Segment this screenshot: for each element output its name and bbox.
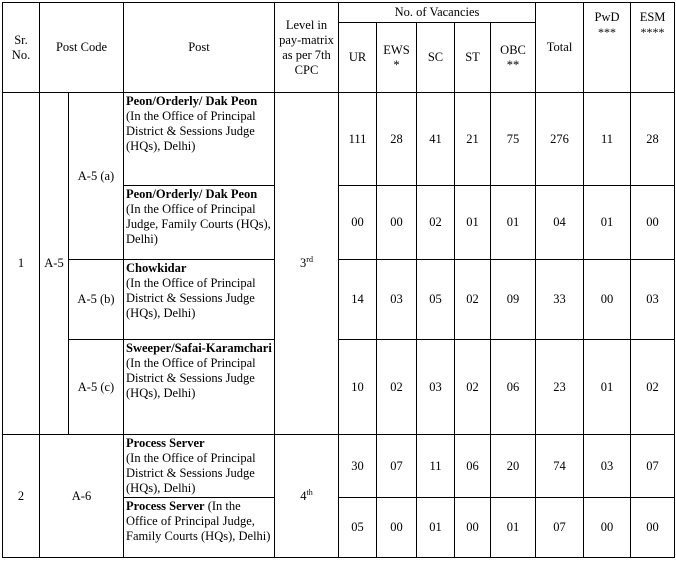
header-sc: SC	[417, 23, 455, 93]
cell-esm: 00	[631, 498, 675, 558]
subcode: A-5 (c)	[69, 340, 124, 435]
header-no-of-vacancies: No. of Vacancies	[339, 3, 536, 23]
header-esm	[631, 3, 675, 93]
cell-st: 21	[455, 93, 491, 186]
cell-ur: 05	[339, 498, 377, 558]
cell-ews: 02	[377, 340, 417, 435]
cell-pwd: 00	[584, 498, 631, 558]
cell-total: 23	[536, 340, 584, 435]
header-post-code: Post Code	[40, 3, 124, 93]
post-name: Process Server	[126, 436, 205, 450]
header-ews-mark: *	[393, 57, 400, 72]
header-ews	[377, 23, 417, 93]
cell-ur: 111	[339, 93, 377, 186]
group-level	[275, 93, 339, 435]
header-pwd-mark: ***	[598, 25, 617, 39]
header-esm-mark: ****	[640, 25, 665, 39]
header-sr-no: Sr. No.	[3, 3, 40, 93]
cell-ur: 30	[339, 435, 377, 498]
cell-esm: 07	[631, 435, 675, 498]
header-obc	[491, 23, 536, 93]
post-cell	[124, 93, 275, 186]
post-cell	[124, 435, 275, 498]
cell-obc: 06	[491, 340, 536, 435]
cell-sc: 03	[417, 340, 455, 435]
cell-total: 04	[536, 186, 584, 260]
post-desc: (In the Office of Principal Judge, Family Courts (HQs), Delhi)	[126, 499, 271, 543]
post-cell	[124, 340, 275, 435]
table-row	[3, 340, 675, 435]
post-cell	[124, 498, 275, 558]
cell-ur: 10	[339, 340, 377, 435]
group-level	[275, 435, 339, 558]
header-pwd-label: PwD	[594, 10, 620, 24]
header-ews-label: EWS	[383, 42, 410, 57]
cell-st: 02	[455, 260, 491, 340]
cell-total: 07	[536, 498, 584, 558]
cell-total: 33	[536, 260, 584, 340]
cell-ews: 07	[377, 435, 417, 498]
post-name: Process Server	[126, 499, 205, 513]
post-name: Peon/Orderly/ Dak Peon	[126, 94, 258, 108]
cell-obc: 75	[491, 93, 536, 186]
cell-ews: 00	[377, 186, 417, 260]
cell-obc: 09	[491, 260, 536, 340]
cell-ews: 03	[377, 260, 417, 340]
cell-pwd: 03	[584, 435, 631, 498]
cell-pwd: 00	[584, 260, 631, 340]
group-code: A-6	[40, 435, 124, 558]
header-level: Level in pay-matrix as per 7th CPC	[275, 3, 339, 93]
cell-st: 00	[455, 498, 491, 558]
cell-st: 06	[455, 435, 491, 498]
cell-sc: 11	[417, 435, 455, 498]
header-esm-label: ESM	[639, 10, 666, 24]
table-row	[3, 435, 675, 498]
cell-sc: 41	[417, 93, 455, 186]
post-desc: (In the Office of Principal Judge, Family Courts (HQs), Delhi)	[126, 202, 271, 246]
post-cell	[124, 260, 275, 340]
cell-obc: 20	[491, 435, 536, 498]
header-total: Total	[536, 3, 584, 93]
post-desc: (In the Office of Principal District & Sessions Judge (HQs), Delhi)	[126, 356, 256, 400]
cell-ur: 14	[339, 260, 377, 340]
header-obc-label: OBC	[500, 42, 526, 57]
cell-st: 01	[455, 186, 491, 260]
cell-total: 74	[536, 435, 584, 498]
subcode: A-5 (a)	[69, 93, 124, 260]
header-obc-mark: **	[506, 57, 520, 72]
cell-obc: 01	[491, 186, 536, 260]
group-sr: 1	[3, 93, 40, 435]
post-name: Chowkidar	[126, 261, 187, 275]
group-level-sup: th	[306, 487, 313, 497]
post-name: Sweeper/Safai-Karamchari	[126, 341, 272, 355]
cell-ews: 00	[377, 498, 417, 558]
cell-esm: 00	[631, 186, 675, 260]
cell-pwd: 11	[584, 93, 631, 186]
group-level-value: 3	[300, 256, 307, 270]
cell-esm: 28	[631, 93, 675, 186]
group-sr: 2	[3, 435, 40, 558]
header-row-1	[3, 3, 675, 23]
cell-esm: 03	[631, 260, 675, 340]
cell-obc: 01	[491, 498, 536, 558]
header-st: ST	[455, 23, 491, 93]
cell-pwd: 01	[584, 186, 631, 260]
group-level-sup: rd	[306, 254, 313, 264]
cell-sc: 05	[417, 260, 455, 340]
header-ur: UR	[339, 23, 377, 93]
post-desc: (In the Office of Principal District & Sessions Judge (HQs), Delhi)	[126, 109, 256, 153]
post-name: Peon/Orderly/ Dak Peon	[126, 187, 258, 201]
cell-total: 276	[536, 93, 584, 186]
table-row	[3, 93, 675, 186]
cell-sc: 01	[417, 498, 455, 558]
subcode: A-5 (b)	[69, 260, 124, 340]
cell-pwd: 01	[584, 340, 631, 435]
cell-esm: 02	[631, 340, 675, 435]
post-desc: (In the Office of Principal District & Sessions Judge (HQs), Delhi)	[126, 451, 256, 495]
cell-ur: 00	[339, 186, 377, 260]
cell-st: 02	[455, 340, 491, 435]
header-post: Post	[124, 3, 275, 93]
group-level-value: 4	[300, 488, 307, 503]
vacancy-table	[2, 2, 675, 558]
header-pwd	[584, 3, 631, 93]
cell-ews: 28	[377, 93, 417, 186]
cell-sc: 02	[417, 186, 455, 260]
table-row	[3, 260, 675, 340]
post-desc: (In the Office of Principal District & Sessions Judge (HQs), Delhi)	[126, 276, 256, 320]
group-code: A-5	[40, 93, 69, 435]
post-cell	[124, 186, 275, 260]
